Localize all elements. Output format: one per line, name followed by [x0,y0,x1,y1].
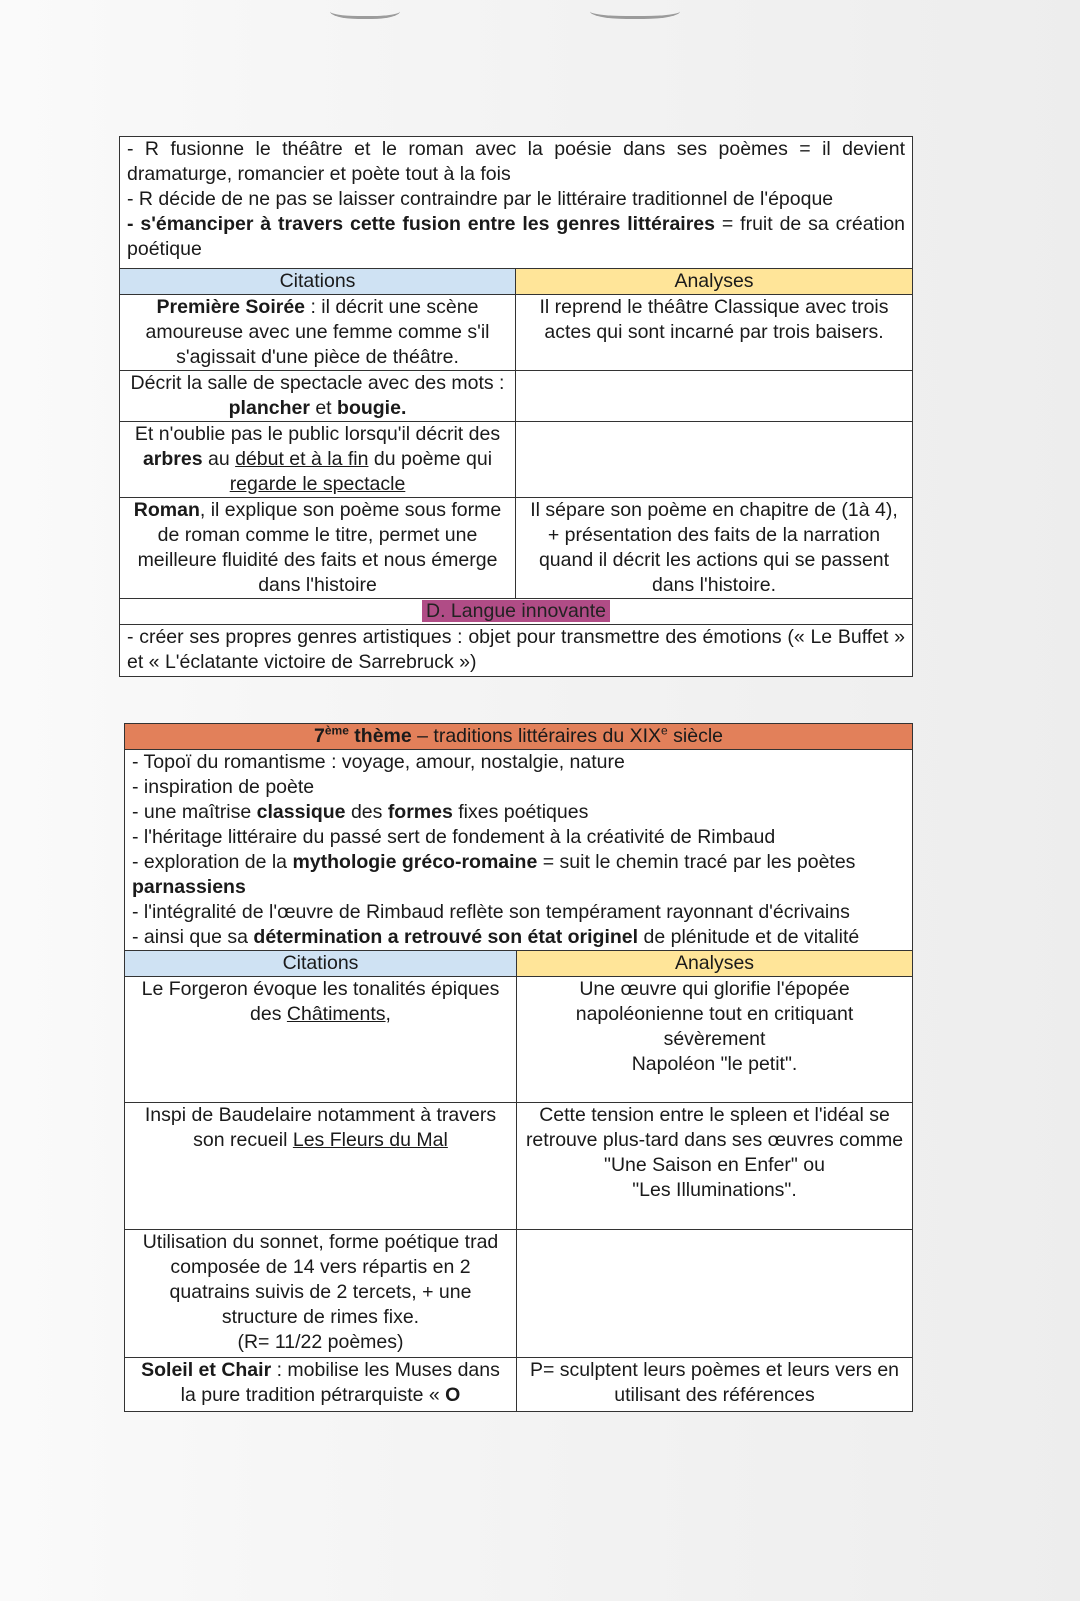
citations-header: Citations [120,269,516,295]
theme-7-table [124,723,913,1412]
analysis-cell-empty [516,371,913,422]
top-edge-mark [330,0,400,19]
intro-line: - R fusionne le théâtre et le roman avec la poésie dans ses poèmes = il devient dramaturge, romancier et poète tout à la fois [127,138,906,185]
analysis-cell: Cette tension entre le spleen et l'idéal se retrouve plus-tard dans ses œuvres comme "Une Saison en Enfer" ou "Les Illuminations". [517,1103,913,1230]
citation-cell: Le Forgeron évoque les tonalités épiques des Châtiments, [125,977,517,1103]
citation-cell: Inspi de Baudelaire notamment à travers son recueil Les Fleurs du Mal [125,1103,517,1230]
bullet-item: - inspiration de poète [132,776,315,798]
bullet-item: - une maîtrise classique des formes fixes poétiques [132,801,589,823]
top-edge-mark [590,0,680,19]
bullet-item: - l'intégralité de l'œuvre de Rimbaud reflète son tempérament rayonnant d'écrivains [132,901,850,923]
analyses-header: Analyses [516,269,913,295]
analysis-cell-empty [517,1230,913,1358]
section-heading-label: D. Langue innovante [422,600,610,622]
analysis-cell: P= sculptent leurs poèmes et leurs vers en utilisant des références [517,1358,913,1412]
theme-heading: 7ème thème – traditions littéraires du XIXe siècle [125,724,913,750]
citation-cell: Et n'oublie pas le public lorsqu'il décrit des arbres au début et à la fin du poème qui regarde le spectacle [120,422,516,498]
fusion-intro [120,137,913,269]
citation-cell: Décrit la salle de spectacle avec des mots : plancher et bougie. [120,371,516,422]
bullet-item: - l'héritage littéraire du passé sert de fondement à la créativité de Rimbaud [132,826,776,848]
citations-header: Citations [125,951,517,977]
bullet-item: - ainsi que sa détermination a retrouvé son état originel de plénitude et de vitalité [132,926,860,948]
analysis-cell: Il reprend le théâtre Classique avec trois actes qui sont incarné par trois baisers. [516,295,913,371]
section-heading-row [120,599,913,625]
rimbaud-fusion-table [119,136,913,677]
intro-line: - R décide de ne pas se laisser contraindre par le littéraire traditionnel de l'époque [127,188,834,210]
analysis-cell: Une œuvre qui glorifie l'épopée napoléonienne tout en critiquant sévèrement Napoléon "le petit". [517,977,913,1103]
analyses-header: Analyses [517,951,913,977]
theme-bullets [125,750,913,951]
citation-cell: Roman, il explique son poème sous forme de roman comme le titre, permet une meilleure fluidité des faits et nous émerge dans l'histoire [120,498,516,599]
citation-cell: Première Soirée : il décrit une scène amoureuse avec une femme comme s'il s'agissait d'une pièce de théâtre. [120,295,516,371]
analysis-cell-empty [516,422,913,498]
intro-line: - s'émanciper à travers cette fusion entre les genres littéraires = fruit de sa création poétique [127,213,906,260]
citation-cell: Soleil et Chair : mobilise les Muses dans la pure tradition pétrarquiste « O [125,1358,517,1412]
analysis-cell: Il sépare son poème en chapitre de (1à 4), + présentation des faits de la narration quand il décrit les actions qui se passent dans l'histoire. [516,498,913,599]
bullet-item: - exploration de la mythologie gréco-romaine = suit le chemin tracé par les poètes parnassiens [132,851,856,898]
bullet-item: - Topoï du romantisme : voyage, amour, nostalgie, nature [132,751,625,773]
closing-note: - créer ses propres genres artistiques : objet pour transmettre des émotions (« Le Buffet » et « L'éclatante victoire de Sarrebruck ») [120,625,913,677]
citation-cell: Utilisation du sonnet, forme poétique trad composée de 14 vers répartis en 2 quatrains suivis de 2 tercets, + une structure de rimes fixe. (R= 11/22 poèmes) [125,1230,517,1358]
